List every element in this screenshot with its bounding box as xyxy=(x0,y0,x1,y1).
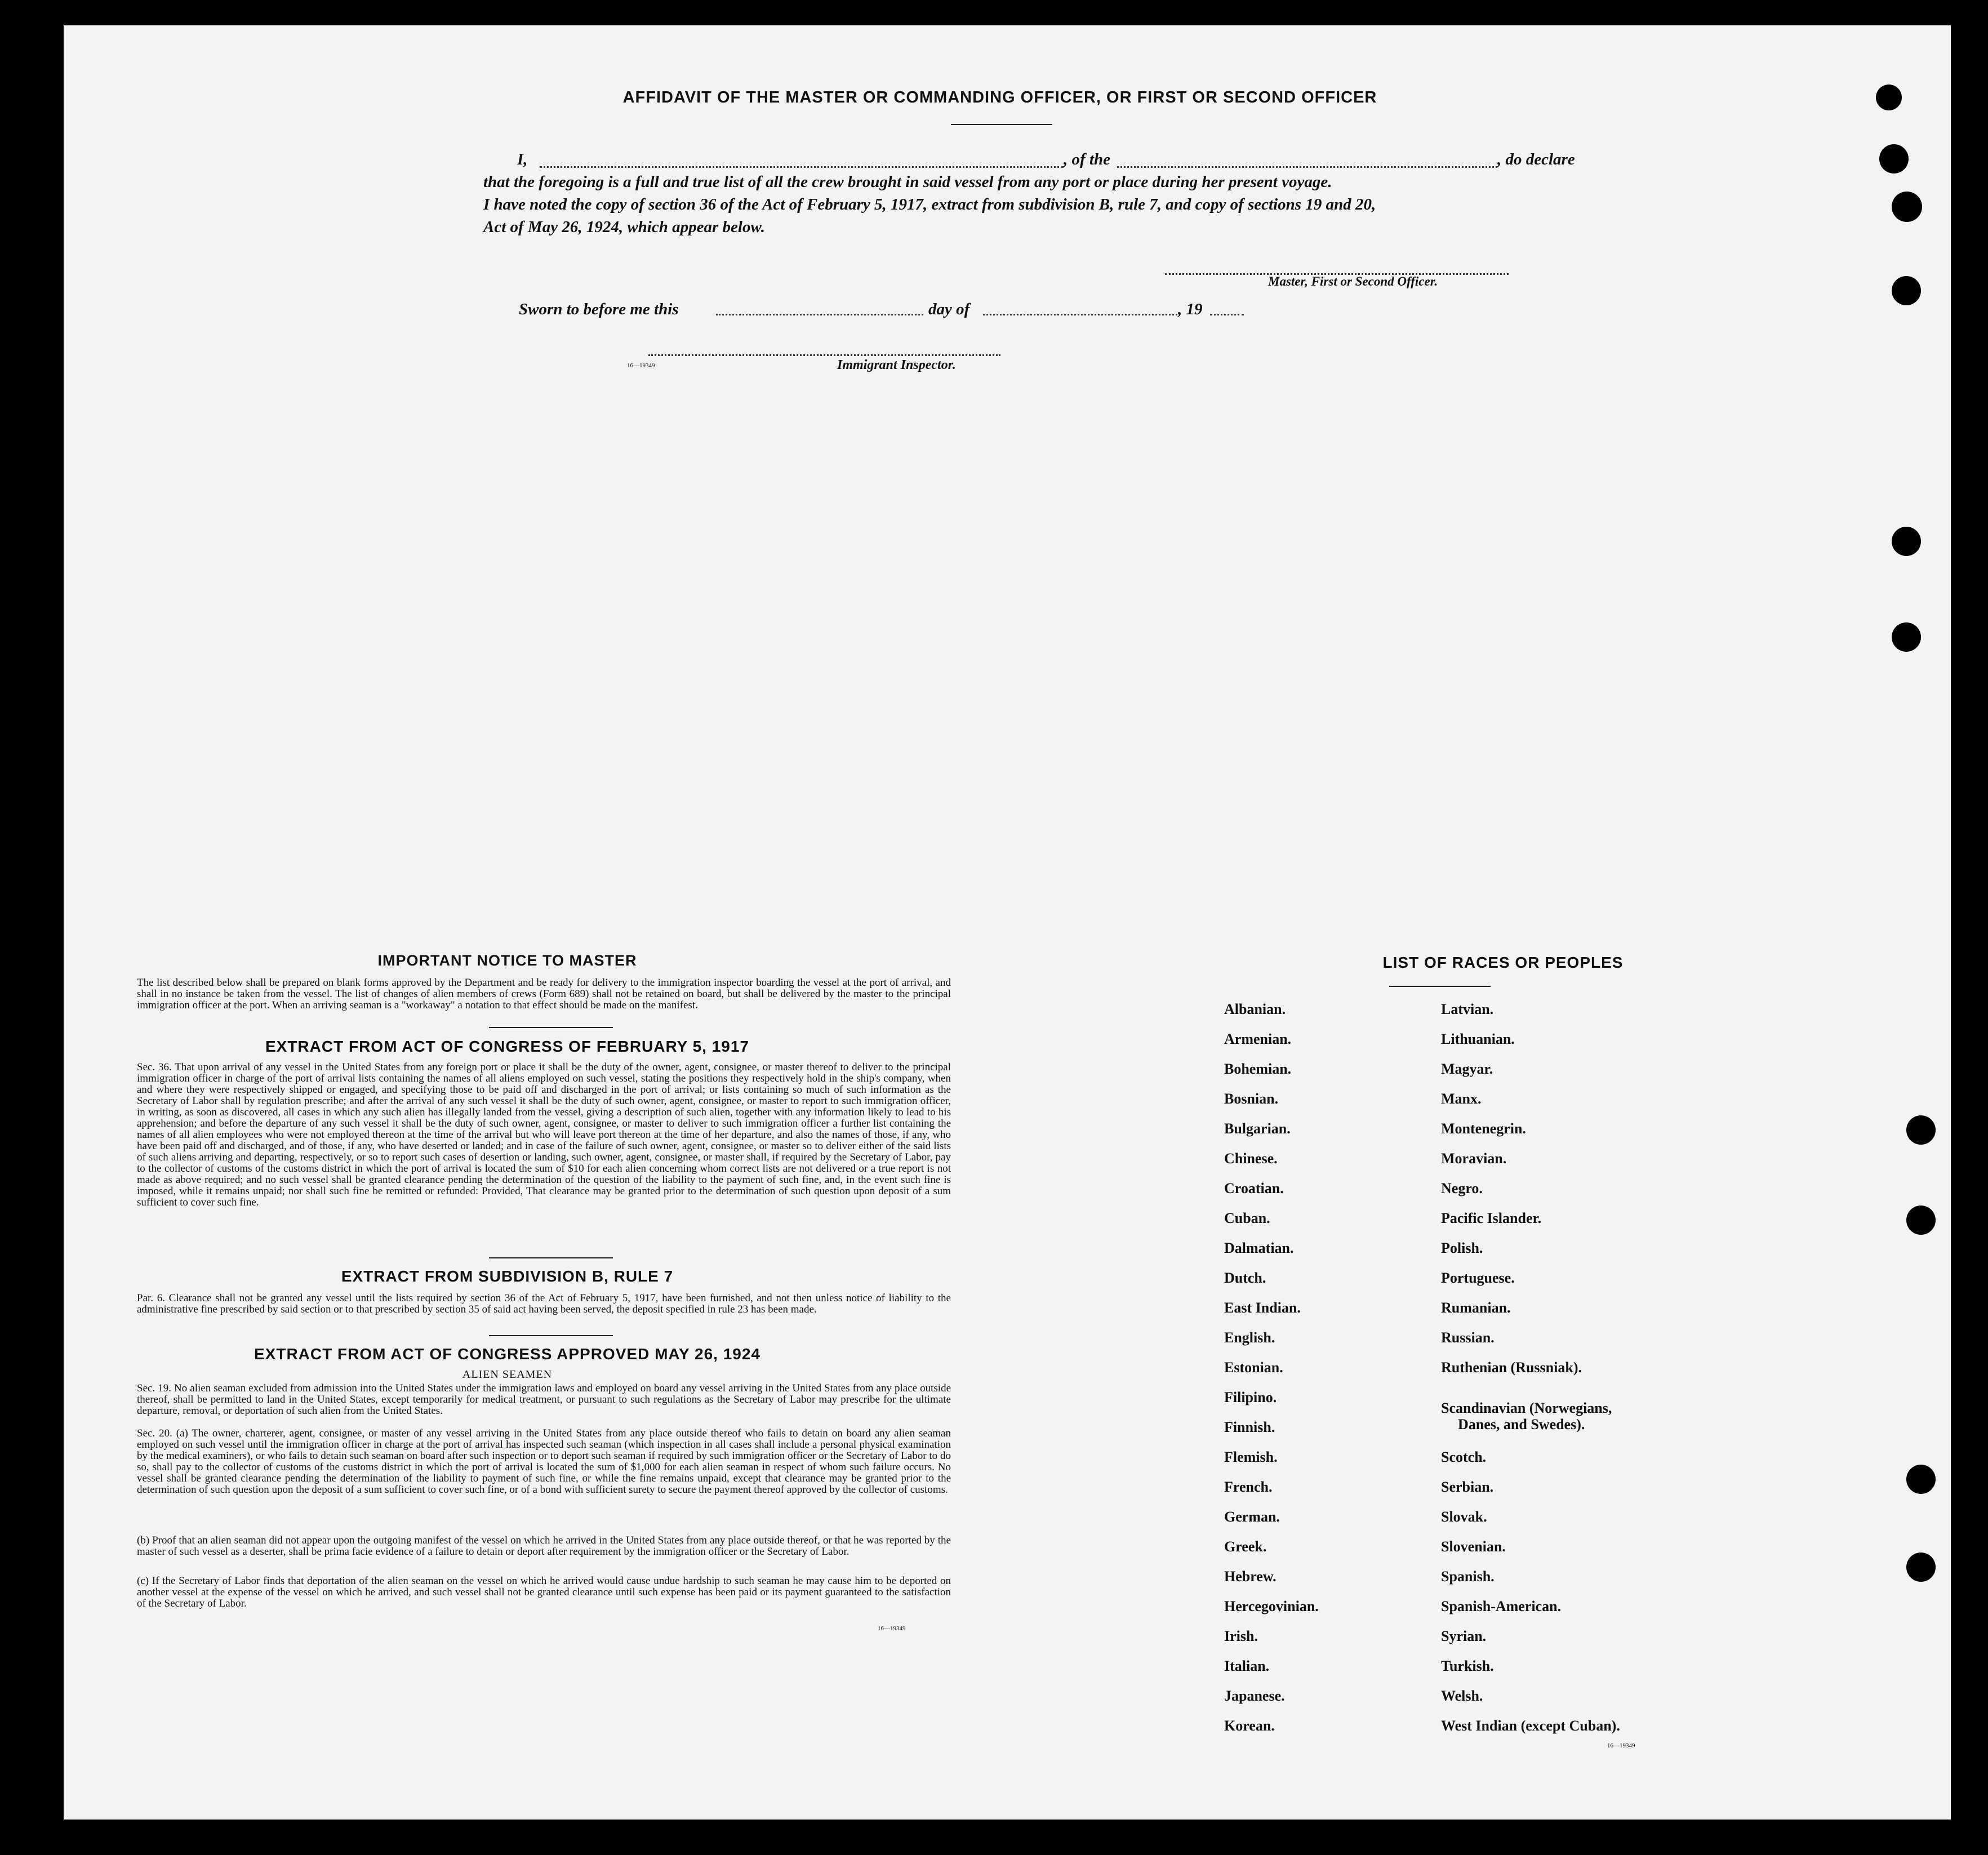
race-left: Japanese. xyxy=(1224,1688,1285,1704)
race-left: East Indian. xyxy=(1224,1300,1301,1316)
race-right: Scotch. xyxy=(1441,1449,1487,1465)
race-right: Polish. xyxy=(1441,1240,1483,1256)
year-text: , 19 xyxy=(1178,300,1203,318)
race-right: Spanish-American. xyxy=(1441,1598,1562,1614)
race-left: Greek. xyxy=(1224,1538,1267,1555)
notice-text: The list described below shall be prepared on blank forms approved by the Department and be ready for delivery to the immigration inspector boarding the vessel at the port of arrival, and shall in no instance be taken from the vessel. The list of changes of alien members of crews (Form 689) shall not be retained on board, but shall be delivered by the master to the principal immigration officer at the port. When an arriving seaman is a "workaway" a notation to that effect should be made on the manifest. xyxy=(137,977,951,1011)
extract-rule7-text: Par. 6. Clearance shall not be granted any vessel until the lists required by section 36 of the Act of February 5, 1917, have been furnished, and not then unless notice of liability to the administrative fine prescribed by said section or to that prescribed by section 35 of said act having been served, the deposit specified in rule 23 has been made. xyxy=(137,1292,951,1315)
sworn-text: Sworn to before me this xyxy=(519,300,679,318)
race-right: Portuguese. xyxy=(1441,1270,1515,1286)
affidavit-declare: , do declare xyxy=(1497,150,1575,168)
race-left: Cuban. xyxy=(1224,1210,1270,1226)
race-left: Bosnian. xyxy=(1224,1091,1279,1107)
form-number-top: 16—19349 xyxy=(627,362,655,369)
race-right: Magyar. xyxy=(1441,1061,1493,1077)
race-right: Russian. xyxy=(1441,1329,1495,1346)
punch-hole xyxy=(1892,276,1921,305)
race-right: Slovak. xyxy=(1441,1509,1487,1525)
inspector-label: Immigrant Inspector. xyxy=(837,358,956,372)
affidavit-line-3: I have noted the copy of section 36 of the Act of February 5, 1917, extract from subdivision B, rule 7, and copy of sections 19 and 20, xyxy=(483,195,1376,213)
race-left: Italian. xyxy=(1224,1658,1270,1674)
race-left: Korean. xyxy=(1224,1718,1275,1734)
races-divider xyxy=(1389,986,1491,987)
race-right: Lithuanian. xyxy=(1441,1031,1515,1047)
race-left: Hebrew. xyxy=(1224,1568,1277,1585)
race-left: Armenian. xyxy=(1224,1031,1292,1047)
race-left: Filipino. xyxy=(1224,1389,1277,1405)
race-left: English. xyxy=(1224,1329,1275,1346)
day-of-text: day of xyxy=(928,300,970,318)
race-right: Syrian. xyxy=(1441,1628,1487,1644)
race-right: Serbian. xyxy=(1441,1479,1494,1495)
race-left: Irish. xyxy=(1224,1628,1258,1644)
affidavit-line-2: that the foregoing is a full and true list of all the crew brought in said vessel from any port or place during her present voyage. xyxy=(483,173,1332,191)
sec20c-text: (c) If the Secretary of Labor finds that deportation of the alien seaman on the vessel on which he arrived would cause undue hardship to such seaman he may cause him to be deported on another vessel at the expense of the vessel on which he arrived, and such vessel shall not be granted clearance until such expense has been paid or its payment guaranteed to the satisfaction of the Secretary of Labor. xyxy=(137,1575,951,1609)
race-right: Turkish. xyxy=(1441,1658,1494,1674)
race-right: Montenegrin. xyxy=(1441,1120,1526,1137)
affidavit-of-the: , of the xyxy=(1064,150,1110,168)
race-right: Manx. xyxy=(1441,1091,1482,1107)
affidavit-line-4: Act of May 26, 1924, which appear below. xyxy=(483,218,765,236)
race-right: Slovenian. xyxy=(1441,1538,1506,1555)
race-left: Croatian. xyxy=(1224,1180,1284,1196)
affidavit-title: AFFIDAVIT OF THE MASTER OR COMMANDING OFFICER, OR FIRST OR SECOND OFFICER xyxy=(622,88,1377,106)
punch-hole xyxy=(1879,144,1909,174)
sec19-text: Sec. 19. No alien seaman excluded from admission into the United States under the immigration laws and employed on board any vessel arriving in the United States from any place outside thereof, shall be permitted to land in the United States, except temporarily for medical treatment, or pursuant to such regulations as the Secretary of Labor may prescribe for the ultimate departure, removal, or deportation of such alien from the United States. xyxy=(137,1382,951,1417)
race-right: Latvian. xyxy=(1441,1001,1494,1017)
affidavit-i: I, xyxy=(517,150,528,168)
divider xyxy=(489,1335,613,1336)
divider xyxy=(489,1027,613,1028)
notice-title: IMPORTANT NOTICE TO MASTER xyxy=(377,952,637,969)
punch-hole xyxy=(1892,527,1921,556)
punch-hole xyxy=(1892,192,1922,222)
form-number-right: 16—19349 xyxy=(1607,1742,1635,1749)
punch-hole xyxy=(1906,1115,1936,1145)
punch-hole xyxy=(1906,1465,1936,1494)
year-blank xyxy=(1210,314,1244,315)
race-right: Negro. xyxy=(1441,1180,1483,1196)
race-left: Finnish. xyxy=(1224,1419,1275,1435)
extract-1917-title: EXTRACT FROM ACT OF CONGRESS OF FEBRUARY 5, 1917 xyxy=(265,1038,750,1055)
race-right: West Indian (except Cuban). xyxy=(1441,1718,1620,1734)
month-blank xyxy=(983,314,1177,315)
race-right: Ruthenian (Russniak). xyxy=(1441,1359,1582,1376)
name-blank xyxy=(540,166,1064,168)
title-divider xyxy=(951,124,1052,125)
race-right: Scandinavian (Norwegians, xyxy=(1441,1400,1612,1416)
race-right: Welsh. xyxy=(1441,1688,1483,1704)
punch-hole xyxy=(1892,622,1921,652)
race-right: Rumanian. xyxy=(1441,1300,1511,1316)
extract-1924-title: EXTRACT FROM ACT OF CONGRESS APPROVED MAY 26, 1924 xyxy=(254,1345,760,1363)
punch-hole xyxy=(1876,84,1902,110)
punch-hole xyxy=(1906,1552,1936,1582)
races-title: LIST OF RACES OR PEOPLES xyxy=(1382,954,1624,971)
race-left: French. xyxy=(1224,1479,1273,1495)
sec20a-text: Sec. 20. (a) The owner, charterer, agent, consignee, or master of any vessel arriving in the United States from any place outside thereof who fails to detain on board any alien seaman employed on such vessel until the immigration officer in charge at the port of arrival has inspected such seaman (which inspection in all cases shall include a personal physical examination by the medical examiners), or who fails to detain such seaman on board after such inspection or to deport such seaman if required by such immigration officer or the Secretary of Labor to do so, shall pay to the collector of customs of the customs district in which the port of arrival is located the sum of $1,000 for each alien seaman in respect of whom such failure occurs. No vessel shall be granted clearance pending the determination of the liability to payment of such fine, or while the fine remains unpaid, except that clearance may be granted prior to the determination of such question upon the deposit of a sum sufficient to cover such fine, or of a bond with sufficient surety to secure the payment thereof approved by the collector of customs. xyxy=(137,1427,951,1496)
race-right: Pacific Islander. xyxy=(1441,1210,1542,1226)
race-right: Spanish. xyxy=(1441,1568,1495,1585)
race-right: Moravian. xyxy=(1441,1150,1507,1167)
race-right: Danes, and Swedes). xyxy=(1458,1416,1585,1433)
race-left: Hercegovinian. xyxy=(1224,1598,1319,1614)
divider xyxy=(489,1257,613,1258)
race-left: Bohemian. xyxy=(1224,1061,1292,1077)
extract-rule7-title: EXTRACT FROM SUBDIVISION B, RULE 7 xyxy=(341,1267,674,1285)
race-left: Bulgarian. xyxy=(1224,1120,1291,1137)
race-left: German. xyxy=(1224,1509,1280,1525)
race-left: Dalmatian. xyxy=(1224,1240,1294,1256)
alien-seamen-subtitle: ALIEN SEAMEN xyxy=(462,1368,553,1381)
race-left: Chinese. xyxy=(1224,1150,1278,1167)
form-number-left: 16—19349 xyxy=(878,1625,906,1632)
punch-hole xyxy=(1906,1205,1936,1235)
day-blank xyxy=(716,314,923,315)
race-left: Dutch. xyxy=(1224,1270,1266,1286)
extract-1917-text: Sec. 36. That upon arrival of any vessel in the United States from any foreign port or place it shall be the duty of the owner, agent, consignee, or master thereof to deliver to the principal immigration officer in charge of the port of arrival lists containing the names of all aliens employed on such vessel, stating the positions they respectively hold in the ship's company, when and where they were respectively shipped or engaged, and specifying those to be paid off and discharged in the port of arrival; or lists containing so much of such information as the Secretary of Labor shall by regulation prescribe; and after the arrival of any such vessel it shall be the duty of such owner, agent, consignee, or master to report to such immigration officer, in writing, as soon as discovered, all cases in which any such alien has illegally landed from the vessel, giving a description of such alien, together with any information likely to lead to his apprehension; and before the departure of any such vessel it shall be the duty of such owner, agent, consignee, or master to deliver to such immigration officer a further list containing the names of all alien employees who were not employed thereon at the time of the arrival but who will leave port thereon at the time of her departure, and also the names of those, if any, who have been paid off and discharged, and of those, if any, who have deserted or landed; and in case of the failure of such owner, agent, consignee, or master so to deliver either of the said lists of such aliens arriving and departing, respectively, or so to report such cases of desertion or landing, such owner, agent, consignee, or master shall, if required by the Secretary of Labor, pay to the collector of customs of the customs district in which the port of arrival is located the sum of $10 for each alien concerning whom correct lists are not delivered or a true report is not made as above required; and no such vessel shall be granted clearance pending the determination of the question of the liability to the payment of such fine, and, in the event such fine is imposed, while it remains unpaid; nor shall such fine be remitted or refunded: Provided, That clearance may be granted prior to the determination of such question upon deposit of a sum sufficient to cover such fine. xyxy=(137,1061,951,1208)
inspector-signature-line xyxy=(648,354,1000,356)
vessel-blank xyxy=(1117,166,1497,168)
race-left: Albanian. xyxy=(1224,1001,1286,1017)
document-page xyxy=(64,25,1951,1820)
race-left: Estonian. xyxy=(1224,1359,1283,1376)
master-signature-label: Master, First or Second Officer. xyxy=(1268,274,1438,288)
race-left: Flemish. xyxy=(1224,1449,1278,1465)
sec20b-text: (b) Proof that an alien seaman did not appear upon the outgoing manifest of the vessel on which he arrived in the United States from any place outside thereof, or that he was reported by the master of such vessel as a deserter, shall be prima facie evidence of a failure to detain or deport after requirement by the immigration officer or the Secretary of Labor. xyxy=(137,1534,951,1558)
